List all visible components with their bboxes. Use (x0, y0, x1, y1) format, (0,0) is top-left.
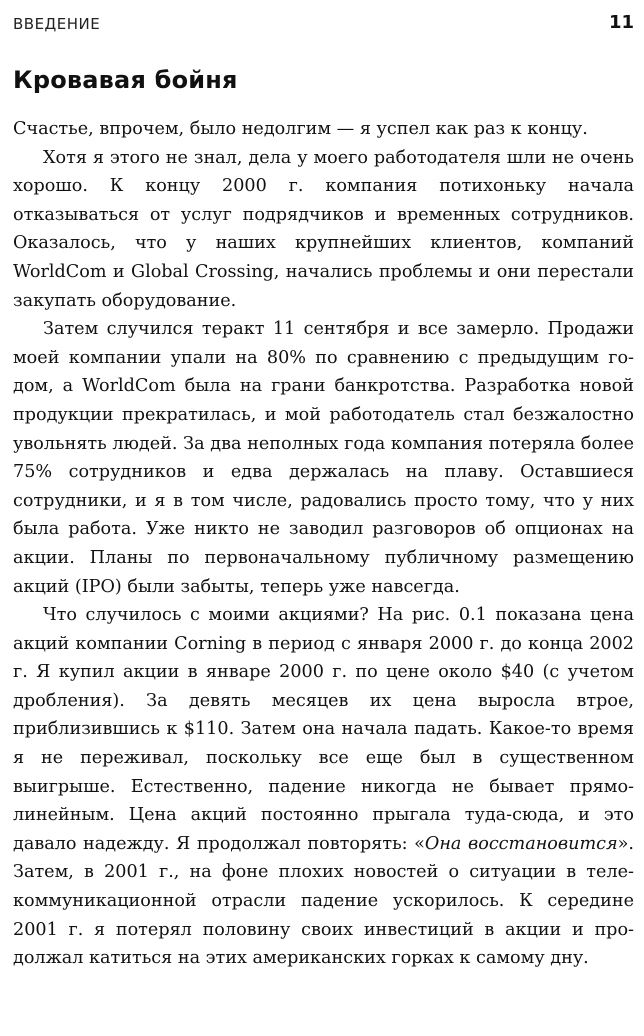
paragraph-4-text-end: ». Затем, в 2001 г., на фоне плохих новостей о ситуации в телекоммуникационной отрасли падение ускорилось. К середине 2001 г. я потерял половину своих инвестиций в акции и продолжал катиться на этих американских горках к самому дну. (13, 833, 635, 969)
paragraph-4-text-start: Что случилось с моими акциями? На рис. 0.1 показана цена акций компании Corning в период с января 2000 г. до конца 2002 г. Я купил акции в январе 2000 г. по цене около $40 (с учетом дробления). За девять месяцев их цена выросла втрое, приблизившись к $110. Затем она начала падать. Какое-то время я не переживал, поскольку все еще был в существенном выигрыше. Естественно, падение никогда не бывает прямолинейным. Цена акций постоянно прыгала туда-сюда, и это давало надежду. Я продолжал повторять: « (13, 605, 634, 854)
paragraph-2: Хотя я этого не знал, дела у моего работодателя шли не очень хорошо. К концу 2000 г. компания потихоньку начала отказываться от услуг подрядчиков и временных сотрудников. Оказалось, что у наших крупнейших клиентов, компаний WorldCom и Global Crossing, начались проблемы и они перестали закупать оборудование. (13, 147, 634, 311)
page-number: 11 (608, 12, 634, 33)
section-title: Кровавая бойня (13, 66, 238, 94)
paragraph-4 (13, 601, 634, 973)
emphasized-quote: Она восстановится (424, 833, 618, 854)
section-label: ВВЕДЕНИЕ (13, 15, 101, 33)
body-text (13, 115, 634, 973)
paragraph-3: Затем случился теракт 11 сентября и все замерло. Продажи моей компании упали на 80% по сравнению с предыдущим годом, а WorldCom была на грани банкротства. Разработка новой продукции прекратилась, и мой работодатель стал безжалостно увольнять людей. За два неполных года компания потеряла более 75% сотрудников и едва держалась на плаву. Оставшиеся сотрудники, и я в том числе, радовались просто тому, что у них была работа. Уже никто не заводил разговоров об опционах на акции. Планы по первоначальному публичному размещению акций (IPO) были забыты, теперь уже навсегда. (13, 319, 634, 597)
paragraph-1: Счастье, впрочем, было недолгим — я успел как раз к концу. (13, 119, 588, 139)
running-header (13, 12, 634, 38)
